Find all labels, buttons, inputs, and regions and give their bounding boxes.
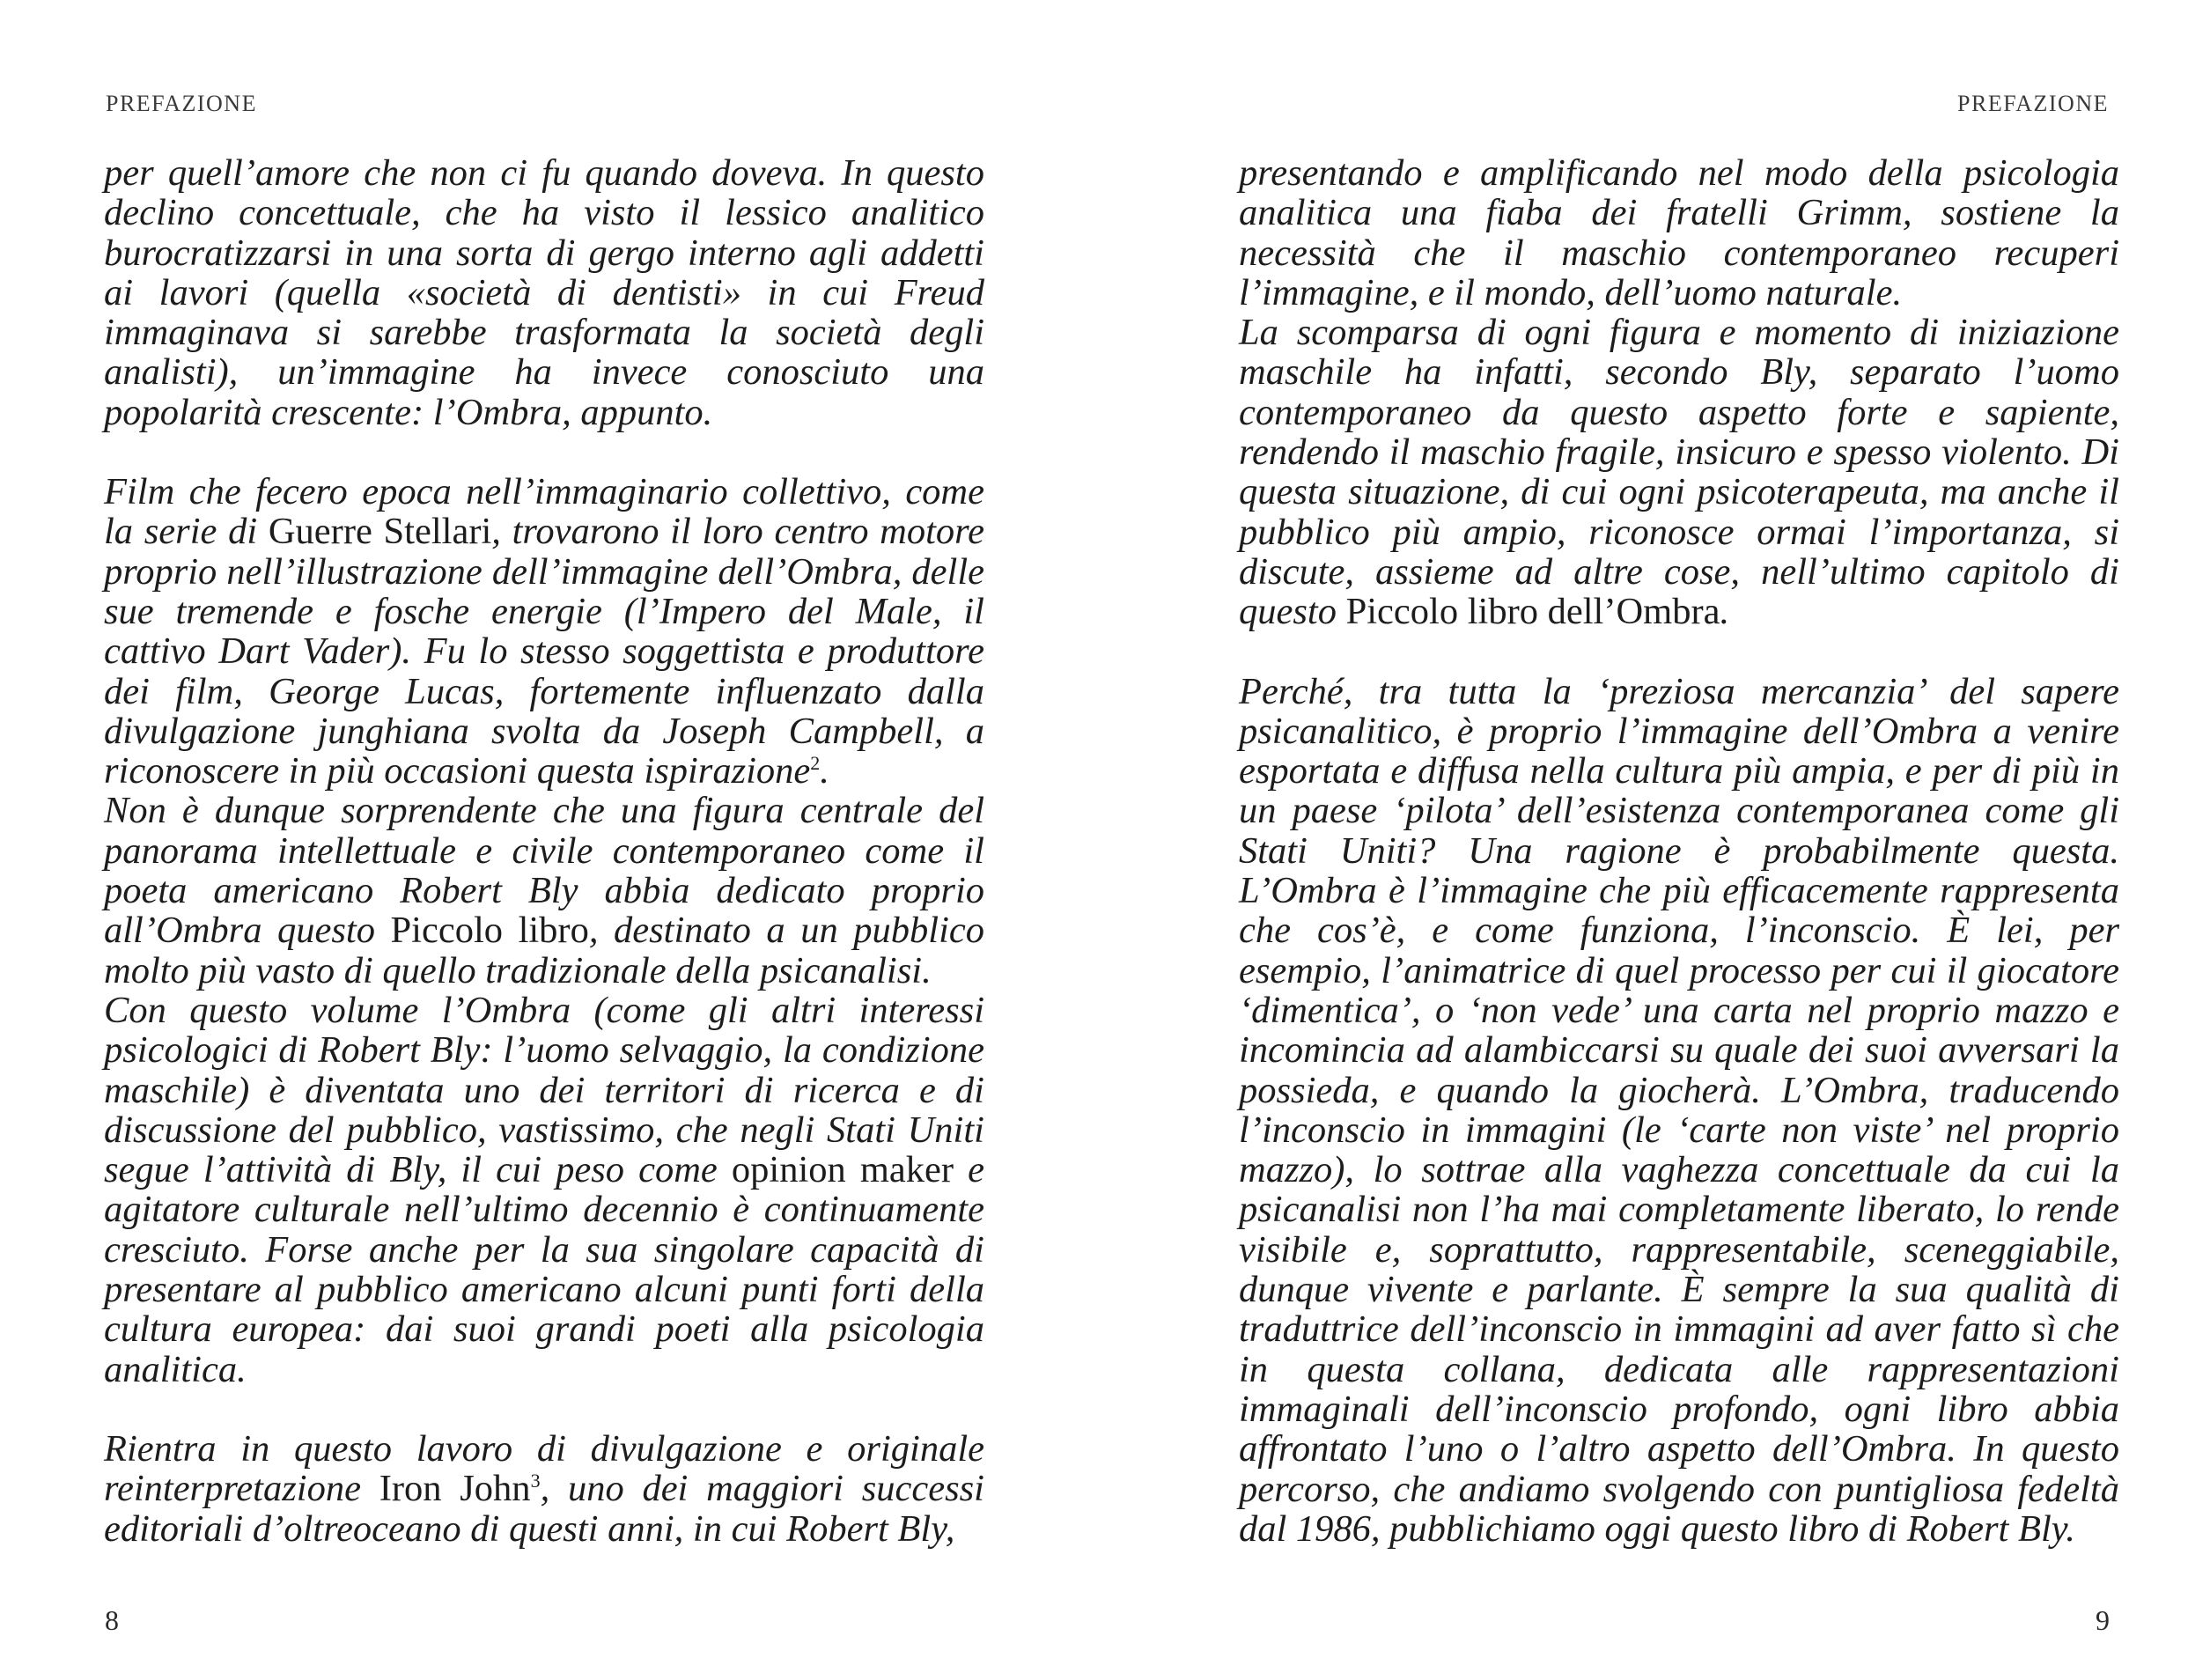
paragraph: [104, 991, 984, 1389]
work-title: Piccolo libro dell’Ombra: [1345, 591, 1720, 633]
work-title: Iron John: [379, 1468, 531, 1510]
paragraph: [104, 1429, 984, 1549]
paragraph-text: Rientra in questo lavoro di divulgazione e originale reinterpretazione: [104, 1427, 984, 1510]
foreign-term: opinion maker: [731, 1149, 954, 1191]
paragraph-text: Non è dunque sorprendente che una figura centrale del panorama intellettuale e civile contemporaneo come il poeta americano Robert Bly abbia dedicato proprio all’Ombra questo: [104, 790, 984, 952]
footnote-reference[interactable]: 3: [530, 1470, 541, 1492]
running-head: PREFAZIONE: [106, 91, 257, 116]
paragraph-text: Con questo volume l’Ombra (come gli altri interessi psicologici di Robert Bly: l’uomo selvaggio, la condizione maschile) è diventata uno dei territori di ricerca e di discussione del pubblico, vastissimo, che negli Stati Uniti segue l’attività di Bly, il cui peso come: [104, 989, 984, 1191]
paragraph-text: Perché, tra tutta la ‘preziosa mercanzia’ del sapere psicanalitico, è proprio l’immagine dell’Ombra a venire esportata e diffusa nella cultura più ampia, e per di più in un paese ‘pilota’ dell’esistenza contemporanea come gli Stati Uniti? Una ragione è probabilmente questa. L’Ombra è l’immagine che più efficacemente rappresenta che cos’è, e come funziona, l’inconscio. È lei, per esempio, l’animatrice di quel processo per cui il giocatore ‘dimentica’, o ‘non vede’ una carta nel proprio mazzo e incomincia ad alambiccarsi su quale dei suoi avversari la possieda, e quando la giocherà. L’Ombra, traducendo l’inconscio in immagini (le ‘carte non viste’ nel proprio mazzo), lo sottrae alla vaghezza concettuale da cui la psicanalisi non l’ha mai completamente liberato, lo rende visibile e, soprattutto, rappresentabile, sceneggiabile, dunque vivente e parlante. È sempre la sua qualità di traduttrice dell’inconscio in immagini ad aver fatto sì che in questa collana, dedicata alle rappresentazioni immaginali dell’inconscio profondo, ogni libro abbia affrontato l’uno o l’altro aspetto dell’Ombra. In questo percorso, che andiamo svolgendo con puntigliosa fedeltà dal 1986, pubblichiamo oggi questo libro di Robert Bly.: [1239, 670, 2119, 1550]
paragraph-text: La scomparsa di ogni figura e momento di iniziazione maschile ha infatti, secondo Bly, separato l’uomo contemporaneo da questo aspetto forte e sapiente, rendendo il maschio fragile, insicuro e spesso violento. Di questa situazione, di cui ogni psicoterapeuta, ma anche il pubblico più ampio, riconosce ormai l’importanza, si discute, assieme ad altre cose, nell’ultimo capitolo di questo: [1239, 312, 2119, 633]
paragraph-text: .: [1720, 591, 1730, 633]
paragraph-text: .: [820, 750, 829, 792]
paragraph: [104, 472, 984, 791]
page-number: 9: [2096, 1604, 2110, 1636]
paragraph-text: Film che fecero epoca nell’immaginario collettivo, come la serie di: [104, 471, 984, 553]
work-title: Piccolo libro: [390, 910, 589, 952]
footnote-reference[interactable]: 2: [810, 752, 821, 774]
right-page: [1105, 0, 2210, 1680]
paragraph: [1239, 153, 2119, 313]
body-text: [104, 153, 984, 1549]
running-head: PREFAZIONE: [1957, 91, 2109, 116]
page-number: 8: [105, 1604, 119, 1636]
paragraph-text: , trovarono il loro centro motore proprio nell’illustrazione dell’immagine dell’Ombra, delle sue tremende e fosche energie (l’Impero del Male, il cattivo Dart Vader). Fu lo stesso soggettista e produttore dei film, George Lucas, fortemente influenzato dalla divulgazione junghiana svolta da Joseph Campbell, a riconoscere in più occasioni questa ispirazione: [104, 511, 985, 792]
paragraph-text: per quell’amore che non ci fu quando doveva. In questo declino concettuale, che ha visto il lessico analitico burocratizzarsi in una sorta di gergo interno agli addetti ai lavori (quella «società di dentisti» in cui Freud immaginava si sarebbe trasformata la società degli analisti), un’immagine ha invece conosciuto una popolarità crescente: l’Ombra, appunto.: [104, 152, 984, 433]
paragraph: [104, 153, 984, 432]
paragraph-text: , uno dei maggiori successi editoriali d’oltreoceano di questi anni, in cui Robert Bly,: [104, 1468, 984, 1550]
body-text: [1239, 153, 2119, 1549]
paragraph-text: presentando e amplificando nel modo della psicologia analitica una fiaba dei fratelli Grimm, sostiene la necessità che il maschio contemporaneo recuperi l’immagine, e il mondo, dell’uomo naturale.: [1239, 152, 2119, 313]
paragraph: [104, 791, 984, 990]
paragraph-text: , destinato a un pubblico molto più vasto di quello tradizionale della psicanalisi.: [104, 910, 985, 991]
work-title: Guerre Stellari: [268, 511, 492, 553]
paragraph: [1239, 313, 2119, 631]
paragraph-text: e agitatore culturale nell’ultimo decennio è continuamente cresciuto. Forse anche per la sua singolare capacità di presentare al pubblico americano alcuni punti forti della cultura europea: dai suoi grandi poeti alla psicologia analitica.: [104, 1149, 984, 1390]
paragraph: [1239, 672, 2119, 1550]
